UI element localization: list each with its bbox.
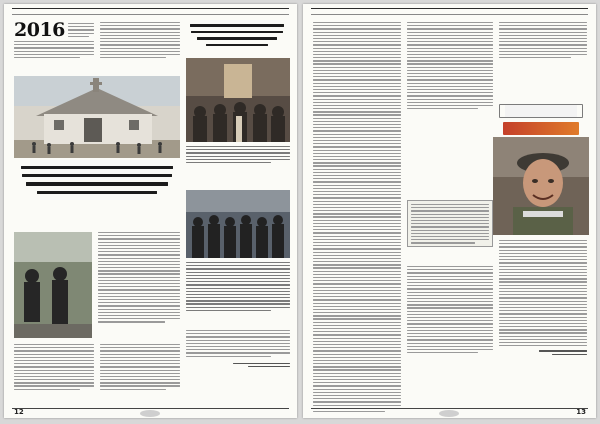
left-caption-top [186,146,290,165]
right-col-3-bottom [499,240,587,357]
portrait-photo-svg [493,137,589,235]
ceremony-photo-bottom-svg [186,190,290,258]
right-title-block [493,104,589,135]
right-col-2-bottom [407,266,493,355]
right-col-3-top [499,22,587,60]
drop-year: 2016 [14,19,65,41]
left-footer-rule [12,408,289,409]
right-footer-rule [311,408,588,409]
church-photo-svg [14,76,180,158]
portrait-photo [493,137,589,235]
right-page [303,4,596,418]
right-header-rule [311,8,588,15]
left-col-3-body [186,330,290,369]
left-main-headline [14,164,180,199]
right-col-2-box [407,200,493,247]
left-col-2-body [98,232,180,324]
ceremony-photo-top [186,58,290,142]
right-page-number: 13 [576,408,586,416]
left-col-3-heading [186,22,288,50]
right-col-1 [313,22,401,414]
left-page-number: 12 [14,408,24,416]
footer-logo-icon [439,410,459,417]
left-header-rule [12,8,289,15]
right-title-outlined [499,104,583,118]
ceremony-photo-left-svg [14,232,92,338]
footer-logo-icon [140,410,160,417]
right-title-colored [503,122,579,135]
right-col-2-top [407,22,493,111]
ceremony-photo-top-svg [186,58,290,142]
left-bottom-text [14,344,180,392]
left-caption-bottom [186,262,290,313]
left-page [4,4,297,418]
church-photo [14,76,180,158]
ceremony-photo-left [14,232,92,338]
ceremony-photo-bottom [186,190,290,258]
left-col-1 [14,19,94,60]
left-col-2-intro [100,22,180,60]
